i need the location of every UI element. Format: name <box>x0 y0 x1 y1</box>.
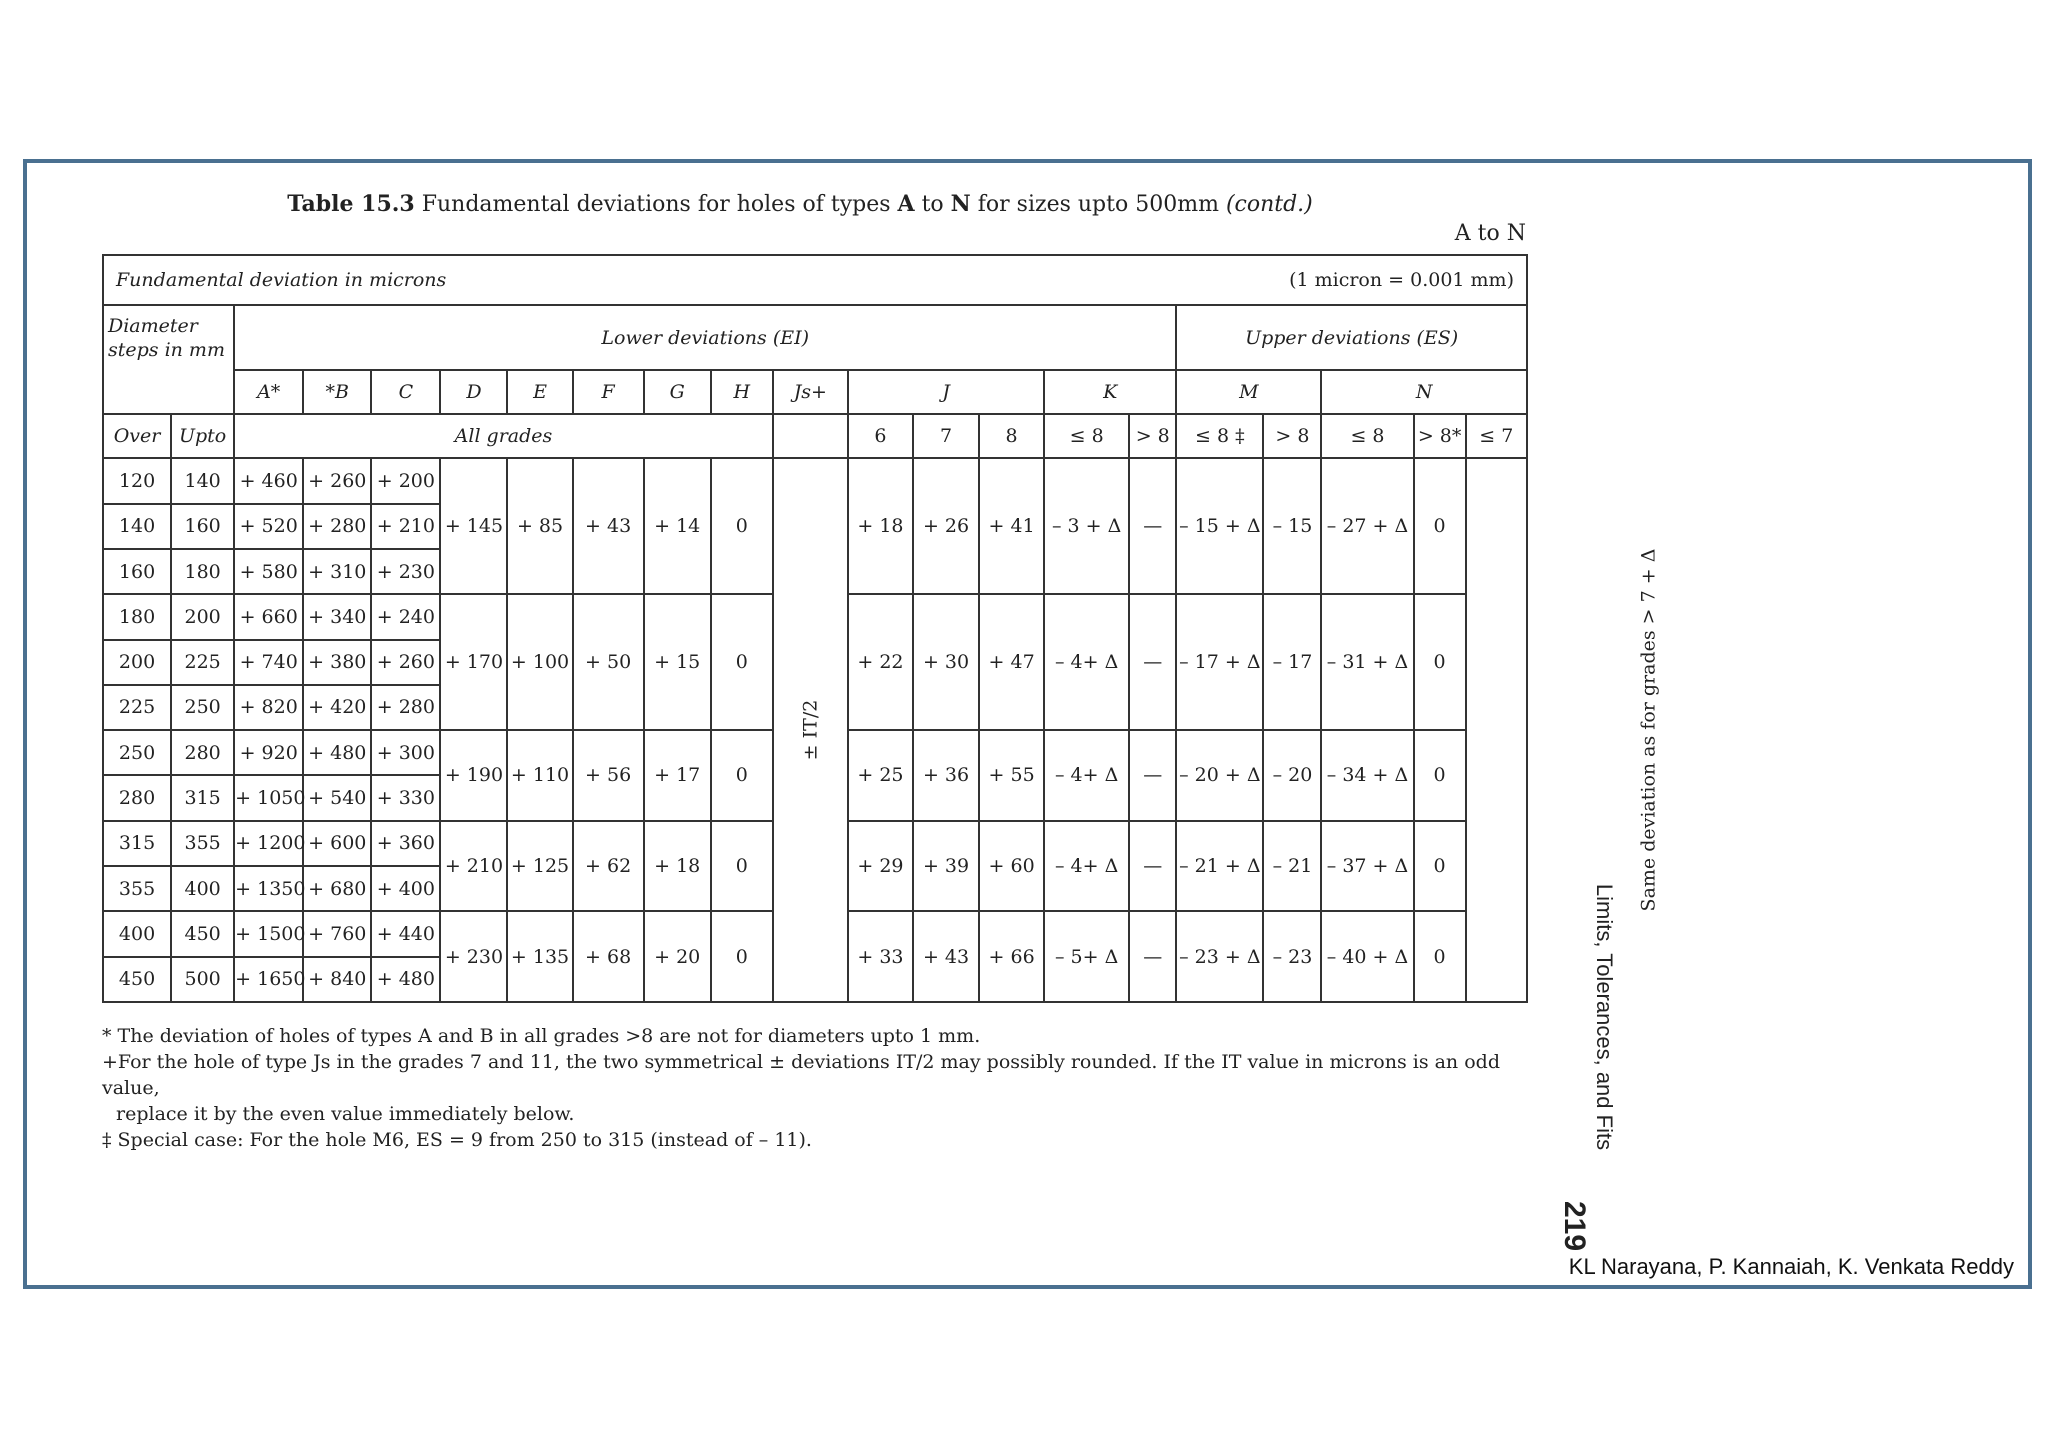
cell-over: 280 <box>103 775 171 820</box>
js-cell <box>773 458 848 1002</box>
cell-A: + 580 <box>234 549 303 594</box>
col-F: F <box>573 370 644 414</box>
group-H: 0 <box>711 594 773 730</box>
group-M-le8: – 17 + Δ <box>1176 594 1263 730</box>
group-N-le8: – 27 + Δ <box>1321 458 1413 594</box>
group-K-le8: – 4+ Δ <box>1044 821 1129 912</box>
cell-over: 120 <box>103 458 171 503</box>
cell-upto: 355 <box>171 821 234 866</box>
cell-C: + 300 <box>371 730 440 775</box>
cell-over: 355 <box>103 866 171 911</box>
cell-A: + 520 <box>234 504 303 549</box>
cell-B: + 480 <box>303 730 371 775</box>
group-K-le8: – 3 + Δ <box>1044 458 1129 594</box>
cell-B: + 680 <box>303 866 371 911</box>
group-M-gt8: – 17 <box>1263 594 1321 730</box>
group-E: + 85 <box>507 458 572 594</box>
group-H: 0 <box>711 821 773 912</box>
group-K-gt8: — <box>1129 594 1176 730</box>
side-title: Limits, Tolerances, and Fits <box>1592 883 1617 1151</box>
cell-over: 140 <box>103 504 171 549</box>
col-B: *B <box>303 370 371 414</box>
group-E: + 100 <box>507 594 572 730</box>
group-J7: + 30 <box>913 594 979 730</box>
group-D: + 190 <box>440 730 507 821</box>
group-D: + 170 <box>440 594 507 730</box>
cell-upto: 280 <box>171 730 234 775</box>
diameter-header: Diameter steps in mm <box>103 305 234 414</box>
group-J7: + 43 <box>913 911 979 1002</box>
col-J: J <box>848 370 1044 414</box>
cell-C: + 200 <box>371 458 440 503</box>
js-grade-header <box>773 414 848 458</box>
col-H: H <box>711 370 773 414</box>
group-N-le8: – 31 + Δ <box>1321 594 1413 730</box>
group-J8: + 66 <box>979 911 1044 1002</box>
group-J8: + 47 <box>979 594 1044 730</box>
cell-upto: 250 <box>171 685 234 730</box>
grade-m-gt8: > 8 <box>1263 414 1321 458</box>
cell-A: + 1650 <box>234 957 303 1002</box>
cell-C: + 260 <box>371 640 440 685</box>
grade-m-le8: ≤ 8 ‡ <box>1176 414 1263 458</box>
cell-A: + 1200 <box>234 821 303 866</box>
group-G: + 18 <box>644 821 711 912</box>
cell-B: + 260 <box>303 458 371 503</box>
group-K-gt8: — <box>1129 458 1176 594</box>
col-M: M <box>1176 370 1321 414</box>
group-D: + 145 <box>440 458 507 594</box>
group-J8: + 60 <box>979 821 1044 912</box>
group-J8: + 41 <box>979 458 1044 594</box>
cell-C: + 440 <box>371 911 440 956</box>
cell-B: + 310 <box>303 549 371 594</box>
cell-A: + 1500 <box>234 911 303 956</box>
group-M-gt8: – 21 <box>1263 821 1321 912</box>
cell-upto: 180 <box>171 549 234 594</box>
group-J8: + 55 <box>979 730 1044 821</box>
col-D: D <box>440 370 507 414</box>
group-G: + 14 <box>644 458 711 594</box>
group-J6: + 25 <box>848 730 913 821</box>
same-deviation-note: Same deviation as for grades > 7 + Δ <box>1637 548 1660 912</box>
group-E: + 125 <box>507 821 572 912</box>
group-K-le8: – 5+ Δ <box>1044 911 1129 1002</box>
footnote-plus: +For the hole of type Js in the grades 7 and 11, the two symmetrical ± deviations IT/2 may possibly rounded. If the IT value in microns is an odd value, <box>102 1051 1500 1099</box>
group-N-gt8: 0 <box>1414 458 1466 594</box>
cell-upto: 160 <box>171 504 234 549</box>
footnote-plus-cont: replace it by the even value immediately below. <box>116 1103 575 1125</box>
grade-le7: ≤ 7 <box>1466 414 1527 458</box>
cell-B: + 840 <box>303 957 371 1002</box>
grade-j8: 8 <box>979 414 1044 458</box>
group-M-gt8: – 23 <box>1263 911 1321 1002</box>
group-K-le8: – 4+ Δ <box>1044 594 1129 730</box>
group-N-gt8: 0 <box>1414 821 1466 912</box>
same-deviation-cell <box>1466 458 1660 1002</box>
fundamental-label: Fundamental deviation in microns <box>116 269 447 292</box>
cell-A: + 1050 <box>234 775 303 820</box>
group-J6: + 33 <box>848 911 913 1002</box>
cell-A: + 1350 <box>234 866 303 911</box>
cell-B: + 280 <box>303 504 371 549</box>
group-M-gt8: – 15 <box>1263 458 1321 594</box>
over-header: Over <box>103 414 171 458</box>
group-J6: + 18 <box>848 458 913 594</box>
cell-over: 225 <box>103 685 171 730</box>
footnote-star: * The deviation of holes of types A and B in all grades >8 are not for diameters upto 1 mm. <box>102 1025 981 1047</box>
cell-B: + 420 <box>303 685 371 730</box>
col-Js: Js+ <box>773 370 848 414</box>
cell-over: 200 <box>103 640 171 685</box>
group-D: + 210 <box>440 821 507 912</box>
cell-over: 315 <box>103 821 171 866</box>
page-number: 219 <box>1558 1200 1591 1252</box>
table-title: Table 15.3 Fundamental deviations for holes of types A to N for sizes upto 500mm (contd.) <box>287 191 1313 217</box>
fundamental-header-row <box>103 255 1527 305</box>
group-G: + 15 <box>644 594 711 730</box>
group-K-gt8: — <box>1129 821 1176 912</box>
cell-over: 400 <box>103 911 171 956</box>
group-N-le8: – 37 + Δ <box>1321 821 1413 912</box>
cell-C: + 360 <box>371 821 440 866</box>
col-E: E <box>507 370 572 414</box>
table-body <box>103 458 1660 1002</box>
cell-A: + 660 <box>234 594 303 639</box>
group-H: 0 <box>711 730 773 821</box>
cell-B: + 540 <box>303 775 371 820</box>
col-K: K <box>1044 370 1176 414</box>
group-K-gt8: — <box>1129 911 1176 1002</box>
group-M-gt8: – 20 <box>1263 730 1321 821</box>
cell-A: + 920 <box>234 730 303 775</box>
col-N: N <box>1321 370 1527 414</box>
grade-k-le8: ≤ 8 <box>1044 414 1129 458</box>
cell-upto: 400 <box>171 866 234 911</box>
group-F: + 50 <box>573 594 644 730</box>
cell-over: 160 <box>103 549 171 594</box>
lower-deviations-header: Lower deviations (EI) <box>234 305 1176 369</box>
group-F: + 56 <box>573 730 644 821</box>
cell-C: + 480 <box>371 957 440 1002</box>
group-E: + 135 <box>507 911 572 1002</box>
cell-over: 180 <box>103 594 171 639</box>
footnotes <box>102 1023 1542 1153</box>
group-H: 0 <box>711 911 773 1002</box>
grade-j7: 7 <box>913 414 979 458</box>
cell-A: + 460 <box>234 458 303 503</box>
group-J7: + 39 <box>913 821 979 912</box>
grade-j6: 6 <box>848 414 913 458</box>
cell-C: + 230 <box>371 549 440 594</box>
cell-upto: 200 <box>171 594 234 639</box>
upper-deviations-header: Upper deviations (ES) <box>1176 305 1527 369</box>
cell-over: 450 <box>103 957 171 1002</box>
cell-B: + 760 <box>303 911 371 956</box>
group-F: + 43 <box>573 458 644 594</box>
group-J6: + 29 <box>848 821 913 912</box>
grade-n-le8: ≤ 8 <box>1321 414 1413 458</box>
cell-C: + 400 <box>371 866 440 911</box>
deviation-table <box>102 254 1660 1003</box>
group-G: + 17 <box>644 730 711 821</box>
js-value: ± IT/2 <box>799 699 822 761</box>
cell-upto: 140 <box>171 458 234 503</box>
cell-B: + 380 <box>303 640 371 685</box>
cell-upto: 225 <box>171 640 234 685</box>
cell-C: + 330 <box>371 775 440 820</box>
table-row <box>103 458 1527 503</box>
group-K-gt8: — <box>1129 730 1176 821</box>
group-J6: + 22 <box>848 594 913 730</box>
a-to-n-label: A to N <box>1454 221 1526 246</box>
group-M-le8: – 15 + Δ <box>1176 458 1263 594</box>
cell-upto: 450 <box>171 911 234 956</box>
col-G: G <box>644 370 711 414</box>
group-J7: + 36 <box>913 730 979 821</box>
footnote-dagger: ‡ Special case: For the hole M6, ES = 9 from 250 to 315 (instead of – 11). <box>102 1129 812 1151</box>
all-grades-header: All grades <box>234 414 773 458</box>
group-N-gt8: 0 <box>1414 730 1466 821</box>
group-H: 0 <box>711 458 773 594</box>
cell-B: + 340 <box>303 594 371 639</box>
cell-upto: 315 <box>171 775 234 820</box>
cell-B: + 600 <box>303 821 371 866</box>
cell-C: + 280 <box>371 685 440 730</box>
group-M-le8: – 23 + Δ <box>1176 911 1263 1002</box>
group-G: + 20 <box>644 911 711 1002</box>
grade-k-gt8: > 8 <box>1129 414 1176 458</box>
group-M-le8: – 20 + Δ <box>1176 730 1263 821</box>
group-N-le8: – 40 + Δ <box>1321 911 1413 1002</box>
col-C: C <box>371 370 440 414</box>
cell-A: + 820 <box>234 685 303 730</box>
group-M-le8: – 21 + Δ <box>1176 821 1263 912</box>
cell-C: + 240 <box>371 594 440 639</box>
grade-n-gt8: > 8* <box>1414 414 1466 458</box>
micron-note: (1 micron = 0.001 mm) <box>1289 269 1514 292</box>
upto-header: Upto <box>171 414 234 458</box>
cell-A: + 740 <box>234 640 303 685</box>
group-E: + 110 <box>507 730 572 821</box>
group-F: + 62 <box>573 821 644 912</box>
group-N-le8: – 34 + Δ <box>1321 730 1413 821</box>
group-D: + 230 <box>440 911 507 1002</box>
authors: KL Narayana, P. Kannaiah, K. Venkata Reddy <box>1568 1254 2014 1279</box>
cell-over: 250 <box>103 730 171 775</box>
cell-upto: 500 <box>171 957 234 1002</box>
group-J7: + 26 <box>913 458 979 594</box>
group-N-gt8: 0 <box>1414 911 1466 1002</box>
col-A: A* <box>234 370 303 414</box>
group-N-gt8: 0 <box>1414 594 1466 730</box>
group-F: + 68 <box>573 911 644 1002</box>
cell-C: + 210 <box>371 504 440 549</box>
group-K-le8: – 4+ Δ <box>1044 730 1129 821</box>
